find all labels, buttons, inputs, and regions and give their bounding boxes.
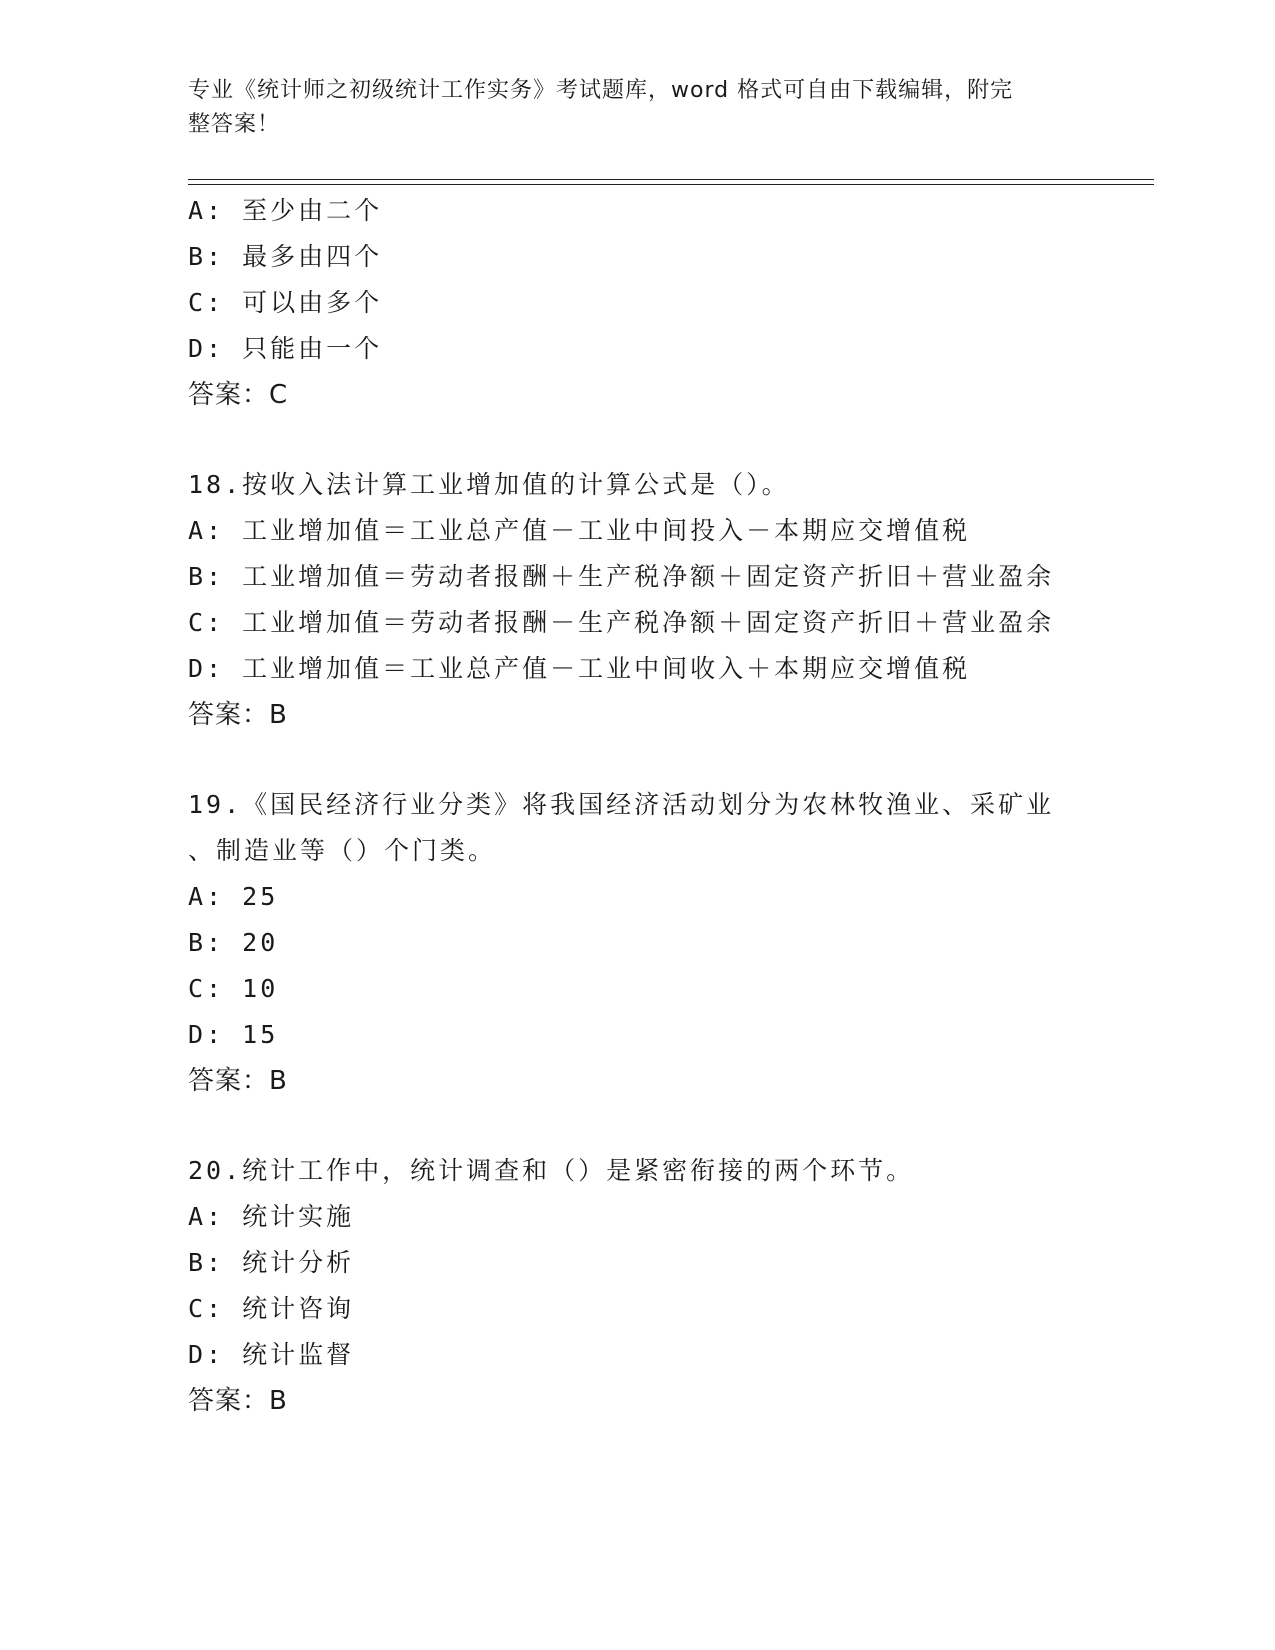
document-header	[188, 74, 1068, 142]
header-divider-bottom	[188, 184, 1154, 185]
question-stem-line-2: 、制造业等（）个门类。	[188, 836, 497, 865]
option-a: A: 25	[188, 882, 279, 911]
header-line-1: 专业《统计师之初级统计工作实务》考试题库，word 格式可自由下载编辑，附完	[188, 78, 1014, 103]
option-c: C: 统计咨询	[188, 1294, 355, 1323]
option-d: D: 只能由一个	[188, 334, 383, 363]
questions-content	[188, 188, 1168, 1424]
question-20	[188, 1148, 1168, 1424]
question-17-continued	[188, 188, 1168, 418]
option-c: C: 工业增加值＝劳动者报酬－生产税净额＋固定资产折旧＋营业盈余	[188, 608, 1055, 637]
answer: 答案：B	[188, 1066, 288, 1096]
header-divider-top	[188, 179, 1154, 180]
answer: 答案：C	[188, 380, 289, 410]
option-a: A: 工业增加值＝工业总产值－工业中间投入－本期应交增值税	[188, 516, 971, 545]
option-d: D: 15	[188, 1020, 279, 1049]
option-b: B: 最多由四个	[188, 242, 383, 271]
question-18	[188, 462, 1168, 738]
question-stem-line-1: 19.《国民经济行业分类》将我国经济活动划分为农林牧渔业、采矿业	[188, 790, 1055, 819]
option-b: B: 20	[188, 928, 279, 957]
question-19	[188, 782, 1168, 1104]
option-c: C: 10	[188, 974, 279, 1003]
question-stem: 20.统计工作中，统计调查和（）是紧密衔接的两个环节。	[188, 1156, 915, 1185]
header-line-2: 整答案！	[188, 112, 281, 137]
question-stem: 18.按收入法计算工业增加值的计算公式是（）。	[188, 470, 790, 499]
answer: 答案：B	[188, 700, 288, 730]
option-a: A: 至少由二个	[188, 196, 383, 225]
option-b: B: 工业增加值＝劳动者报酬＋生产税净额＋固定资产折旧＋营业盈余	[188, 562, 1055, 591]
option-d: D: 统计监督	[188, 1340, 355, 1369]
option-b: B: 统计分析	[188, 1248, 355, 1277]
option-a: A: 统计实施	[188, 1202, 355, 1231]
option-d: D: 工业增加值＝工业总产值－工业中间收入＋本期应交增值税	[188, 654, 971, 683]
option-c: C: 可以由多个	[188, 288, 383, 317]
answer: 答案：B	[188, 1386, 288, 1416]
